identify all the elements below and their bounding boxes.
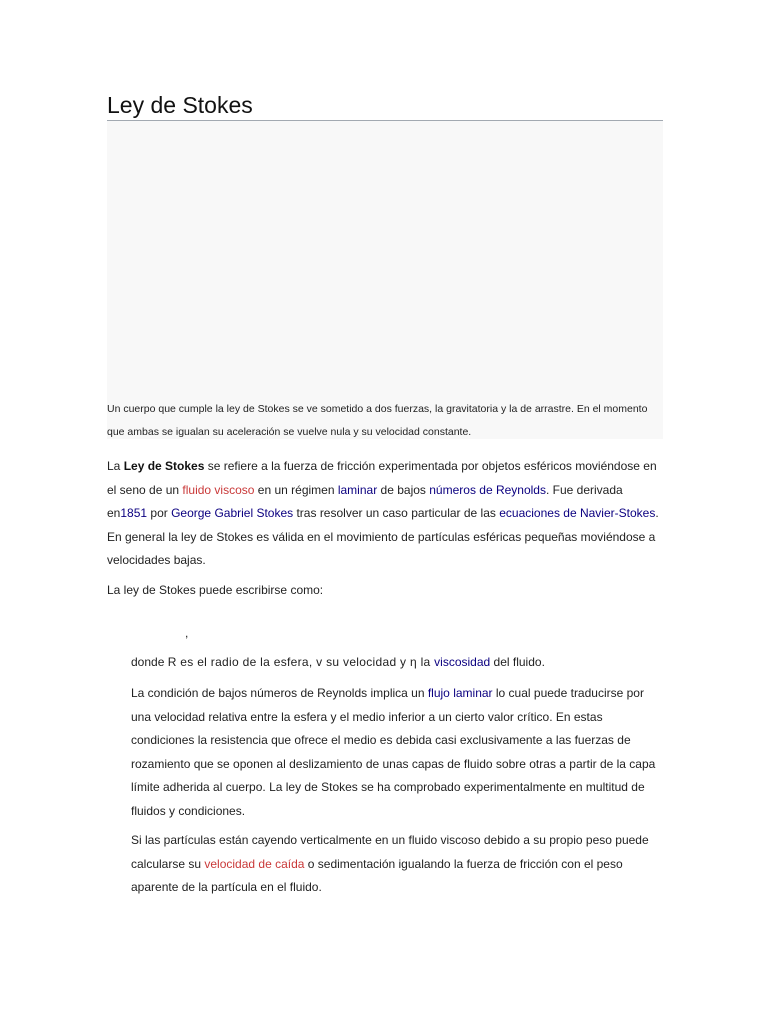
text: o sedimentación igualando la fuerza de fricción con el peso aparente de la partícula en el fluido.	[131, 856, 623, 894]
text: lo cual puede traducirse por una velocidad relativa entre la esfera y el medio inferior a un cierto valor crítico. En estas condiciones la resistencia que ofrece el medio es debida casi exclusivamente a las fuerzas de rozamiento que se oponen al deslizamiento de unas capas de fluido sobre otras a partir de la capa límite adherida al cuerpo. La ley de Stokes se ha comprobado experimentalmente en multitud de fluidos y condiciones.	[131, 686, 656, 818]
link-laminar[interactable]: laminar	[337, 482, 378, 497]
paragraph-formula-intro: La ley de Stokes puede escribirse como:	[107, 583, 324, 597]
page-title: Ley de Stokes	[107, 92, 253, 118]
text: por	[147, 506, 172, 520]
formula-trailing-comma: ,	[185, 626, 189, 640]
figure-caption: Un cuerpo que cumple la ley de Stokes se ve sometido a dos fuerzas, la gravitatoria y la de arrastre. En el momento que ambas se igualan su aceleración se vuelve nula y su velocidad constante.	[107, 403, 648, 438]
text: de bajos	[377, 482, 430, 497]
link-numeros-de-reynolds[interactable]: números de Reynolds	[429, 482, 546, 497]
link-fluido-viscoso[interactable]: fluido viscoso	[182, 482, 255, 497]
paragraph-formula-definitions	[131, 651, 663, 675]
text: La condición de bajos números de Reynolds implica un	[131, 686, 428, 700]
bold-term: Ley de Stokes	[123, 459, 205, 473]
link-ecuaciones-navier-stokes[interactable]: ecuaciones de Navier-Stokes	[499, 506, 656, 520]
text: La	[107, 459, 124, 473]
link-viscosidad[interactable]: viscosidad	[434, 655, 491, 669]
paragraph-falling-particles	[131, 829, 663, 900]
text: se refiere a la fuerza de fricción experimentada por objetos esféricos moviéndose en el seno de un	[107, 459, 657, 497]
text: . Fue derivada en	[107, 482, 623, 520]
text: del fluido.	[490, 655, 545, 669]
link-flujo-laminar[interactable]: flujo laminar	[427, 686, 493, 700]
link-george-gabriel-stokes[interactable]: George Gabriel Stokes	[171, 506, 294, 520]
paragraph-reynolds-condition	[131, 682, 663, 823]
text: . En general la ley de Stokes es válida en el movimiento de partículas esféricas pequeñas moviéndose a velocidades bajas.	[107, 506, 659, 567]
link-velocidad-de-caida[interactable]: velocidad de caída	[204, 856, 305, 871]
text: tras resolver un caso particular de las	[293, 506, 500, 520]
paragraph-intro	[107, 455, 663, 573]
text: en un régimen	[254, 482, 338, 497]
text: donde	[131, 655, 168, 669]
figure-image-placeholder	[107, 121, 663, 439]
link-1851[interactable]: 1851	[120, 506, 148, 520]
formula-variables-text: R es el radio de la esfera, v su velocidad y η la	[167, 655, 435, 669]
text: Si las partículas están cayendo verticalmente en un fluido viscoso debido a su propio peso puede calcularse su	[131, 833, 649, 871]
